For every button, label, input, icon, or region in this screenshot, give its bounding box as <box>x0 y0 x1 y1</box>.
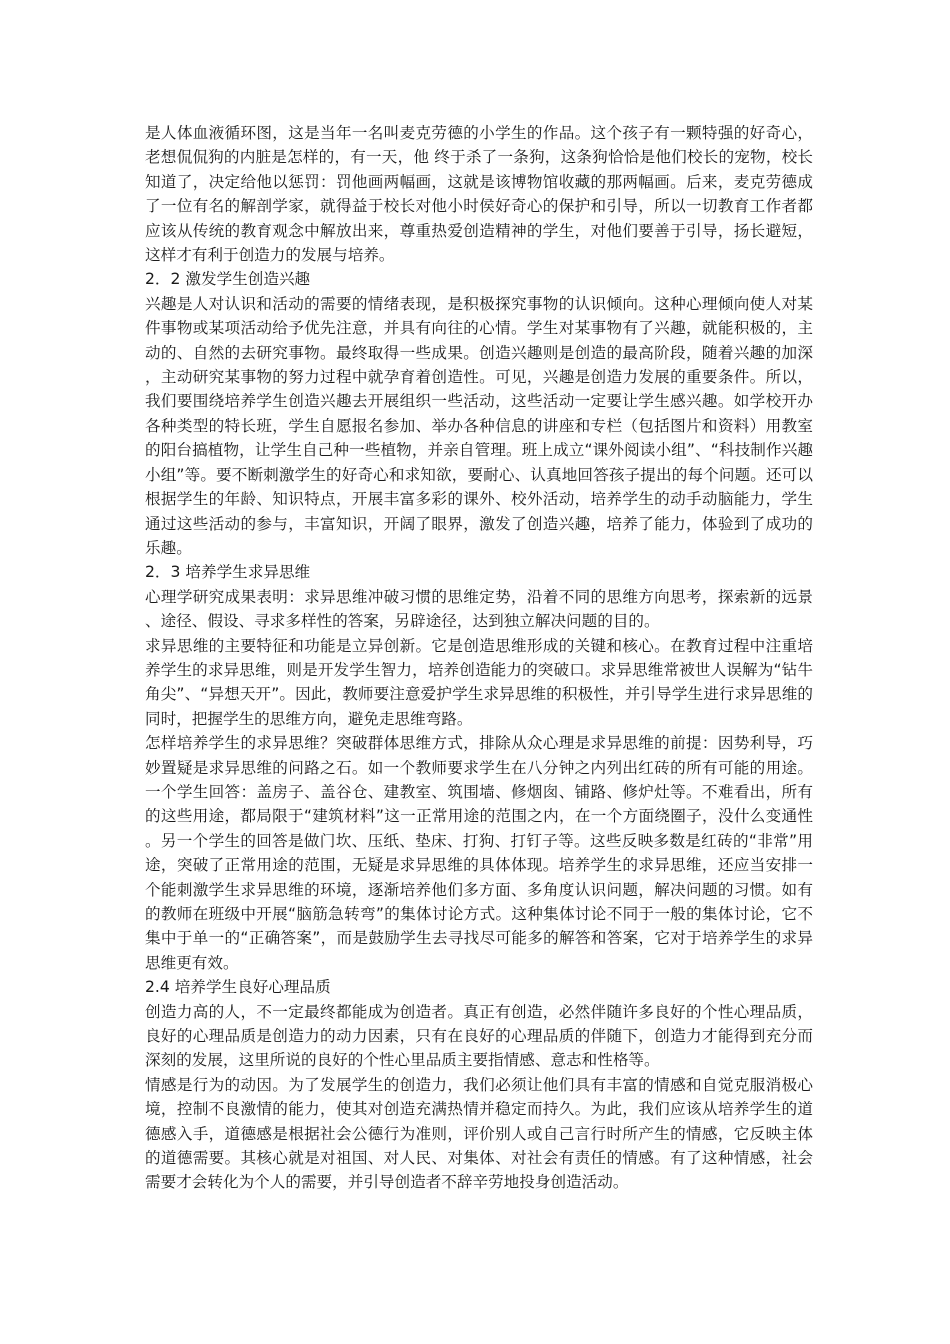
paragraph-divergent-how: 怎样培养学生的求异思维？突破群体思维方式，排除从众心理是求异思维的前提：因势利导，巧妙置疑是求异思维的问路之石。如一个教师要求学生在八分钟之内列出红砖的所有可能的用途。一个学生回答：盖房子、盖谷仓、建教室、筑围墙、修烟囱、铺路、修炉灶等。不难看出，所有的这些用途，都局限于“建筑材料”这一正常用途的范围之内，在一个方面绕圈子，没什么变通性。另一个学生的回答是做门坎、压纸、垫床、打狗、打钉子等。这些反映多数是红砖的“非常”用途，突破了正常用途的范围，无疑是求异思维的具体体现。培养学生的求异思维，还应当安排一个能刺激学生求异思维的环境，逐渐培养他们多方面、多角度认识问题，解决问题的习惯。如有的教师在班级中开展“脑筋急转弯”的集体讨论方式。这种集体讨论不同于一般的集体讨论，它不集中于单一的“正确答案”，而是鼓励学生去寻找尽可能多的解答和答案，它对于培养学生的求异思维更有效。 <box>145 734 813 972</box>
document-page <box>145 121 813 1195</box>
paragraph-emotion: 情感是行为的动因。为了发展学生的创造力，我们必须让他们具有丰富的情感和自觉克服消极心境，控制不良激情的能力，使其对创造充满热情并稳定而持久。为此，我们应该从培养学生的道德感入手，道德感是根据社会公德行为准则，评价别人或自己言行时所产生的情感，它反映主体的道德需要。其核心就是对祖国、对人民、对集体、对社会有责任的情感。有了这种情感，社会需要才会转化为个人的需要，并引导创造者不辞辛劳地投身创造活动。 <box>145 1075 813 1192</box>
section-heading-2-3: 2．3 培养学生求异思维 <box>145 563 311 582</box>
section-heading-2-2: 2．2 激发学生创造兴趣 <box>145 270 311 289</box>
paragraph-divergent-research: 心理学研究成果表明：求异思维冲破习惯的思维定势，沿着不同的思维方向思考，探索新的远景、途径、假设、寻求多样性的答案，另辟途径，达到独立解决问题的目的。 <box>145 587 813 631</box>
paragraph-psychological-quality: 创造力高的人，不一定最终都能成为创造者。真正有创造，必然伴随许多良好的个性心理品质，良好的心理品质是创造力的动力因素，只有在良好的心理品质的伴随下，创造力才能得到充分而深刻的发展，这里所说的良好的个性心里品质主要指情感、意志和性格等。 <box>145 1002 813 1070</box>
section-heading-2-4: 2.4 培养学生良好心理品质 <box>145 978 331 997</box>
paragraph-intro-continuation: 是人体血液循环图，这是当年一名叫麦克劳德的小学生的作品。这个孩子有一颗特强的好奇心，老想侃侃狗的内脏是怎样的，有一天，他 终于杀了一条狗，这条狗恰恰是他们校长的宠物，校长知道了，决定给他以惩罚：罚他画两幅画，这就是该博物馆收藏的那两幅画。后来，麦克劳德成了一位有名的解剖学家，就得益于校长对他小时侯好奇心的保护和引导，所以一切教育工作者都应该从传统的教育观念中解放出来，尊重热爱创造精神的学生，对他们要善于引导，扬长避短，这样才有利于创造力的发展与培养。 <box>145 124 813 265</box>
paragraph-divergent-features: 求异思维的主要特征和功能是立异创新。它是创造思维形成的关键和核心。在教育过程中注重培养学生的求异思维，则是开发学生智力，培养创造能力的突破口。求异思维常被世人误解为“钻牛角尖”、“异想天开”。因此，教师要注意爱护学生求异思维的积极性，并引导学生进行求异思维的同时，把握学生的思维方向，避免走思维弯路。 <box>145 636 813 728</box>
paragraph-creative-interest: 兴趣是人对认识和活动的需要的情绪表现，是积极探究事物的认识倾向。这种心理倾向使人对某件事物或某项活动给予优先注意，并具有向往的心情。学生对某事物有了兴趣，就能积极的，主动的、自然的去研究事物。最终取得一些成果。创造兴趣则是创造的最高阶段，随着兴趣的加深，主动研究某事物的努力过程中就孕育着创造性。可见，兴趣是创造力发展的重要条件。所以，我们要围绕培养学生创造兴趣去开展组织一些活动，这些活动一定要让学生感兴趣。如学校开办各种类型的特长班，学生自愿报名参加、举办各种信息的讲座和专栏（包括图片和资料）用教室的阳台搞植物，让学生自己种一些植物，并亲自管理。班上成立“课外阅读小组”、“科技制作兴趣小组”等。要不断刺激学生的好奇心和求知欲，要耐心、认真地回答孩子提出的每个问题。还可以根据学生的年龄、知识特点，开展丰富多彩的课外、校外活动，培养学生的动手动脑能力，学生通过这些活动的参与，丰富知识，开阔了眼界，激发了创造兴趣，培养了能力，体验到了成功的乐趣。 <box>145 294 813 557</box>
